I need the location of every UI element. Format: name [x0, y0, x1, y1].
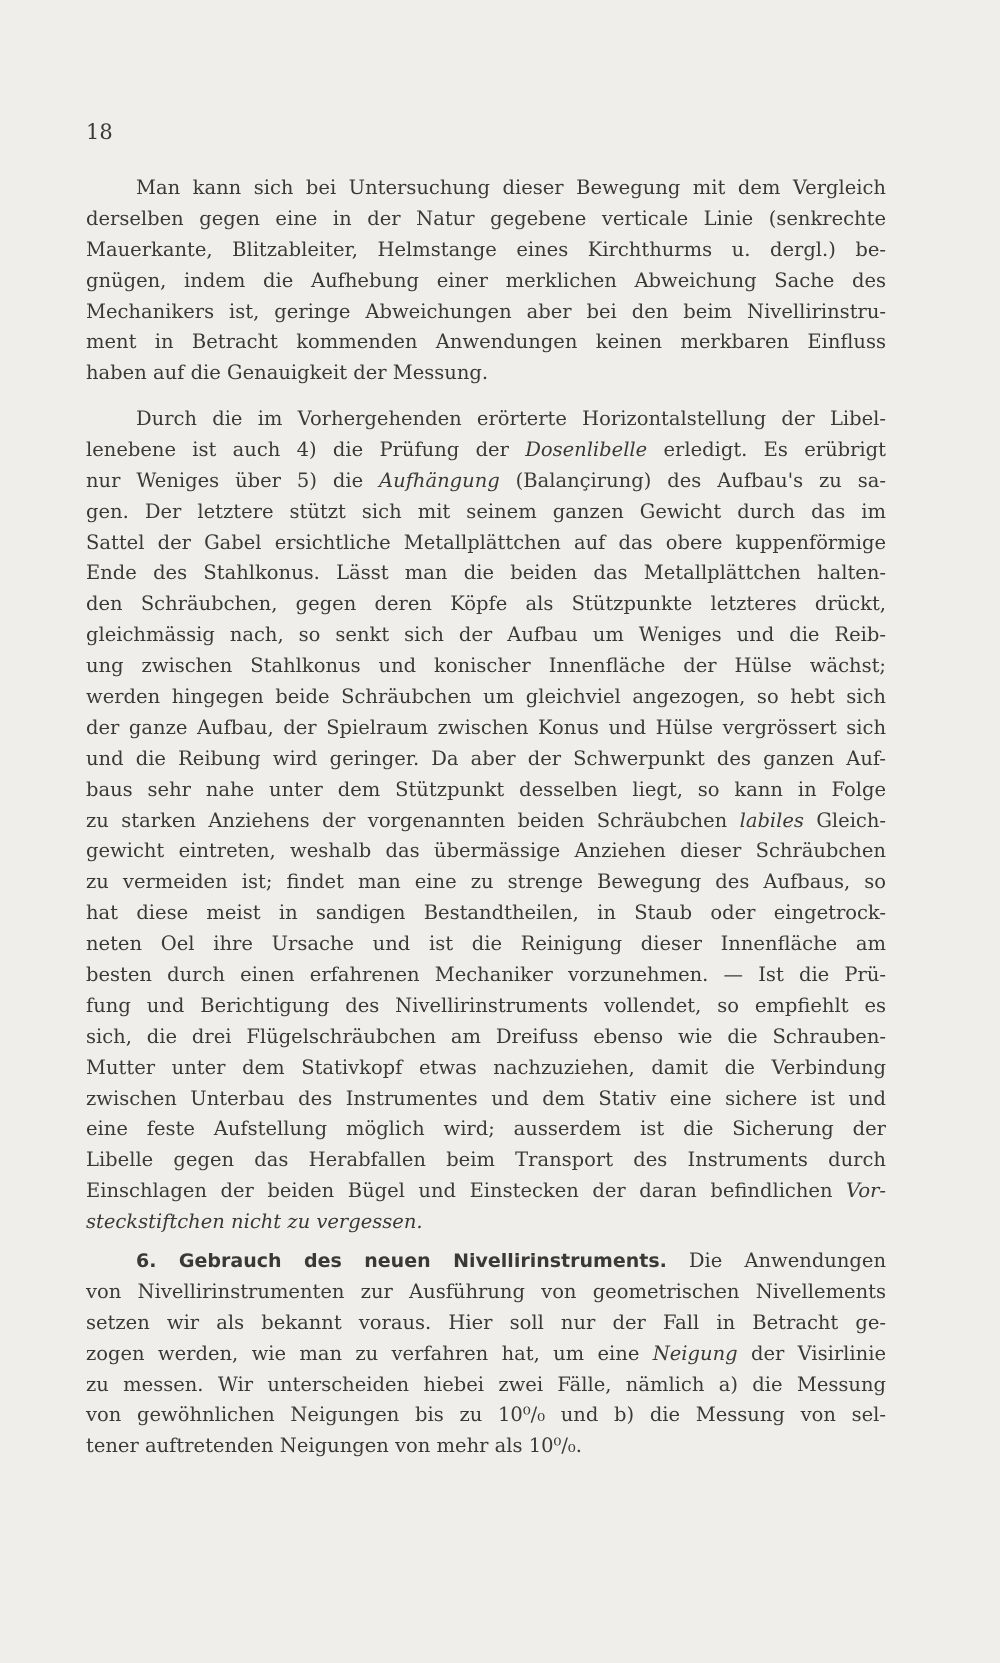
text-line: den Schräubchen, gegen deren Köpfe als Stützpunkte letzteres drückt,: [86, 592, 886, 616]
text-line: lenebene ist auch 4) die Prüfung der Dosenlibelle erledigt. Es erübrigt: [86, 437, 886, 461]
text-line: von Nivellirinstrumenten zur Ausführung von geometrischen Nivellements: [86, 1279, 886, 1303]
text-line: zwischen Unterbau des Instrumentes und dem Stativ eine sichere ist und: [86, 1086, 886, 1110]
text-line: ung zwischen Stahlkonus und konischer Innenfläche der Hülse wächst;: [86, 654, 886, 678]
text-line: eine feste Aufstellung möglich wird; ausserdem ist die Sicherung der: [86, 1117, 886, 1141]
text-line: haben auf die Genauigkeit der Messung.: [86, 361, 489, 385]
text-line: gnügen, indem die Aufhebung einer merklichen Abweichung Sache des: [86, 268, 886, 292]
text-line: Mutter unter dem Stativkopf etwas nachzuziehen, damit die Verbindung: [86, 1055, 886, 1079]
text-line: tener auftretenden Neigungen von mehr als 10⁰/₀.: [86, 1434, 582, 1458]
text-line: nur Weniges über 5) die Aufhängung (Balançirung) des Aufbau's zu sa-: [86, 468, 886, 492]
section-heading: 6. Gebrauch des neuen Nivellirinstruments.: [136, 1250, 667, 1272]
text-line: zu vermeiden ist; findet man eine zu strenge Bewegung des Aufbaus, so: [86, 870, 886, 894]
text-line: Durch die im Vorhergehenden erörterte Horizontalstellung der Libel-: [136, 407, 886, 430]
text-line: werden hingegen beide Schräubchen um gleichviel angezogen, so hebt sich: [86, 685, 886, 709]
section-6: [86, 1246, 886, 1462]
text-line: gleichmässig nach, so senkt sich der Aufbau um Weniges und die Reib-: [86, 623, 886, 647]
text-line: von gewöhnlichen Neigungen bis zu 10⁰/₀ und b) die Messung von sel-: [86, 1403, 886, 1427]
text-line: [86, 1246, 886, 1277]
paragraph-1: [86, 173, 886, 389]
text-line: fung und Berichtigung des Nivellirinstruments vollendet, so empfiehlt es: [86, 993, 886, 1017]
text-line: Ende des Stahlkonus. Lässt man die beiden das Metallplättchen halten-: [86, 561, 886, 585]
text-line: zu messen. Wir unterscheiden hiebei zwei Fälle, nämlich a) die Messung: [86, 1372, 886, 1396]
text-segment: Die Anwendungen: [666, 1249, 886, 1272]
italic-text: Neigung: [652, 1341, 738, 1365]
text-line: hat diese meist in sandigen Bestandtheilen, in Staub oder eingetrock-: [86, 901, 886, 925]
text-line: baus sehr nahe unter dem Stützpunkt desselben liegt, so kann in Folge: [86, 777, 886, 801]
text-line: und die Reibung wird geringer. Da aber der Schwerpunkt des ganzen Auf-: [86, 746, 886, 770]
text-line: gen. Der letztere stützt sich mit seinem ganzen Gewicht durch das im: [86, 499, 886, 523]
italic-text: steckstiftchen nicht zu vergessen.: [86, 1210, 423, 1234]
text-line: zogen werden, wie man zu verfahren hat, um eine Neigung der Visirlinie: [86, 1341, 886, 1365]
text-line: Mechanikers ist, geringe Abweichungen aber bei den beim Nivellirinstru-: [86, 299, 886, 323]
text-line: zu starken Anziehens der vorgenannten beiden Schräubchen labiles Gleich-: [86, 808, 887, 832]
text-line: der ganze Aufbau, der Spielraum zwischen Konus und Hülse vergrössert sich: [86, 715, 886, 739]
italic-text: Dosenlibelle: [525, 437, 648, 461]
text-line: setzen wir als bekannt voraus. Hier soll nur der Fall in Betracht ge-: [86, 1310, 886, 1334]
text-line: ment in Betracht kommenden Anwendungen keinen merkbaren Einfluss: [86, 330, 886, 354]
text-line: Sattel der Gabel ersichtliche Metallplättchen auf das obere kuppenförmige: [86, 530, 886, 554]
text-line: [86, 1207, 886, 1238]
text-line: Man kann sich bei Untersuchung dieser Bewegung mit dem Vergleich: [136, 176, 886, 199]
text-line: Libelle gegen das Herabfallen beim Transport des Instruments durch: [86, 1148, 886, 1172]
italic-text: Aufhängung: [379, 468, 500, 492]
text-line: derselben gegen eine in der Natur gegebene verticale Linie (senkrechte: [86, 206, 886, 230]
text-line: besten durch einen erfahrenen Mechaniker vorzunehmen. — Ist die Prü-: [86, 963, 886, 987]
text-line: sich, die drei Flügelschräubchen am Dreifuss ebenso wie die Schrauben-: [86, 1024, 886, 1048]
page-number: 18: [86, 120, 113, 144]
italic-text: labiles: [739, 808, 804, 832]
italic-text: Vor-: [846, 1179, 886, 1203]
text-line: Einschlagen der beiden Bügel und Einstecken der daran befindlichen Vor-: [86, 1179, 886, 1203]
paragraph-2: [86, 404, 886, 1238]
text-line: Mauerkante, Blitzableiter, Helmstange eines Kirchthurms u. dergl.) be-: [86, 237, 886, 261]
text-line: neten Oel ihre Ursache und ist die Reinigung dieser Innenfläche am: [86, 932, 886, 956]
text-line: gewicht eintreten, weshalb das übermässige Anziehen dieser Schräubchen: [86, 839, 886, 863]
